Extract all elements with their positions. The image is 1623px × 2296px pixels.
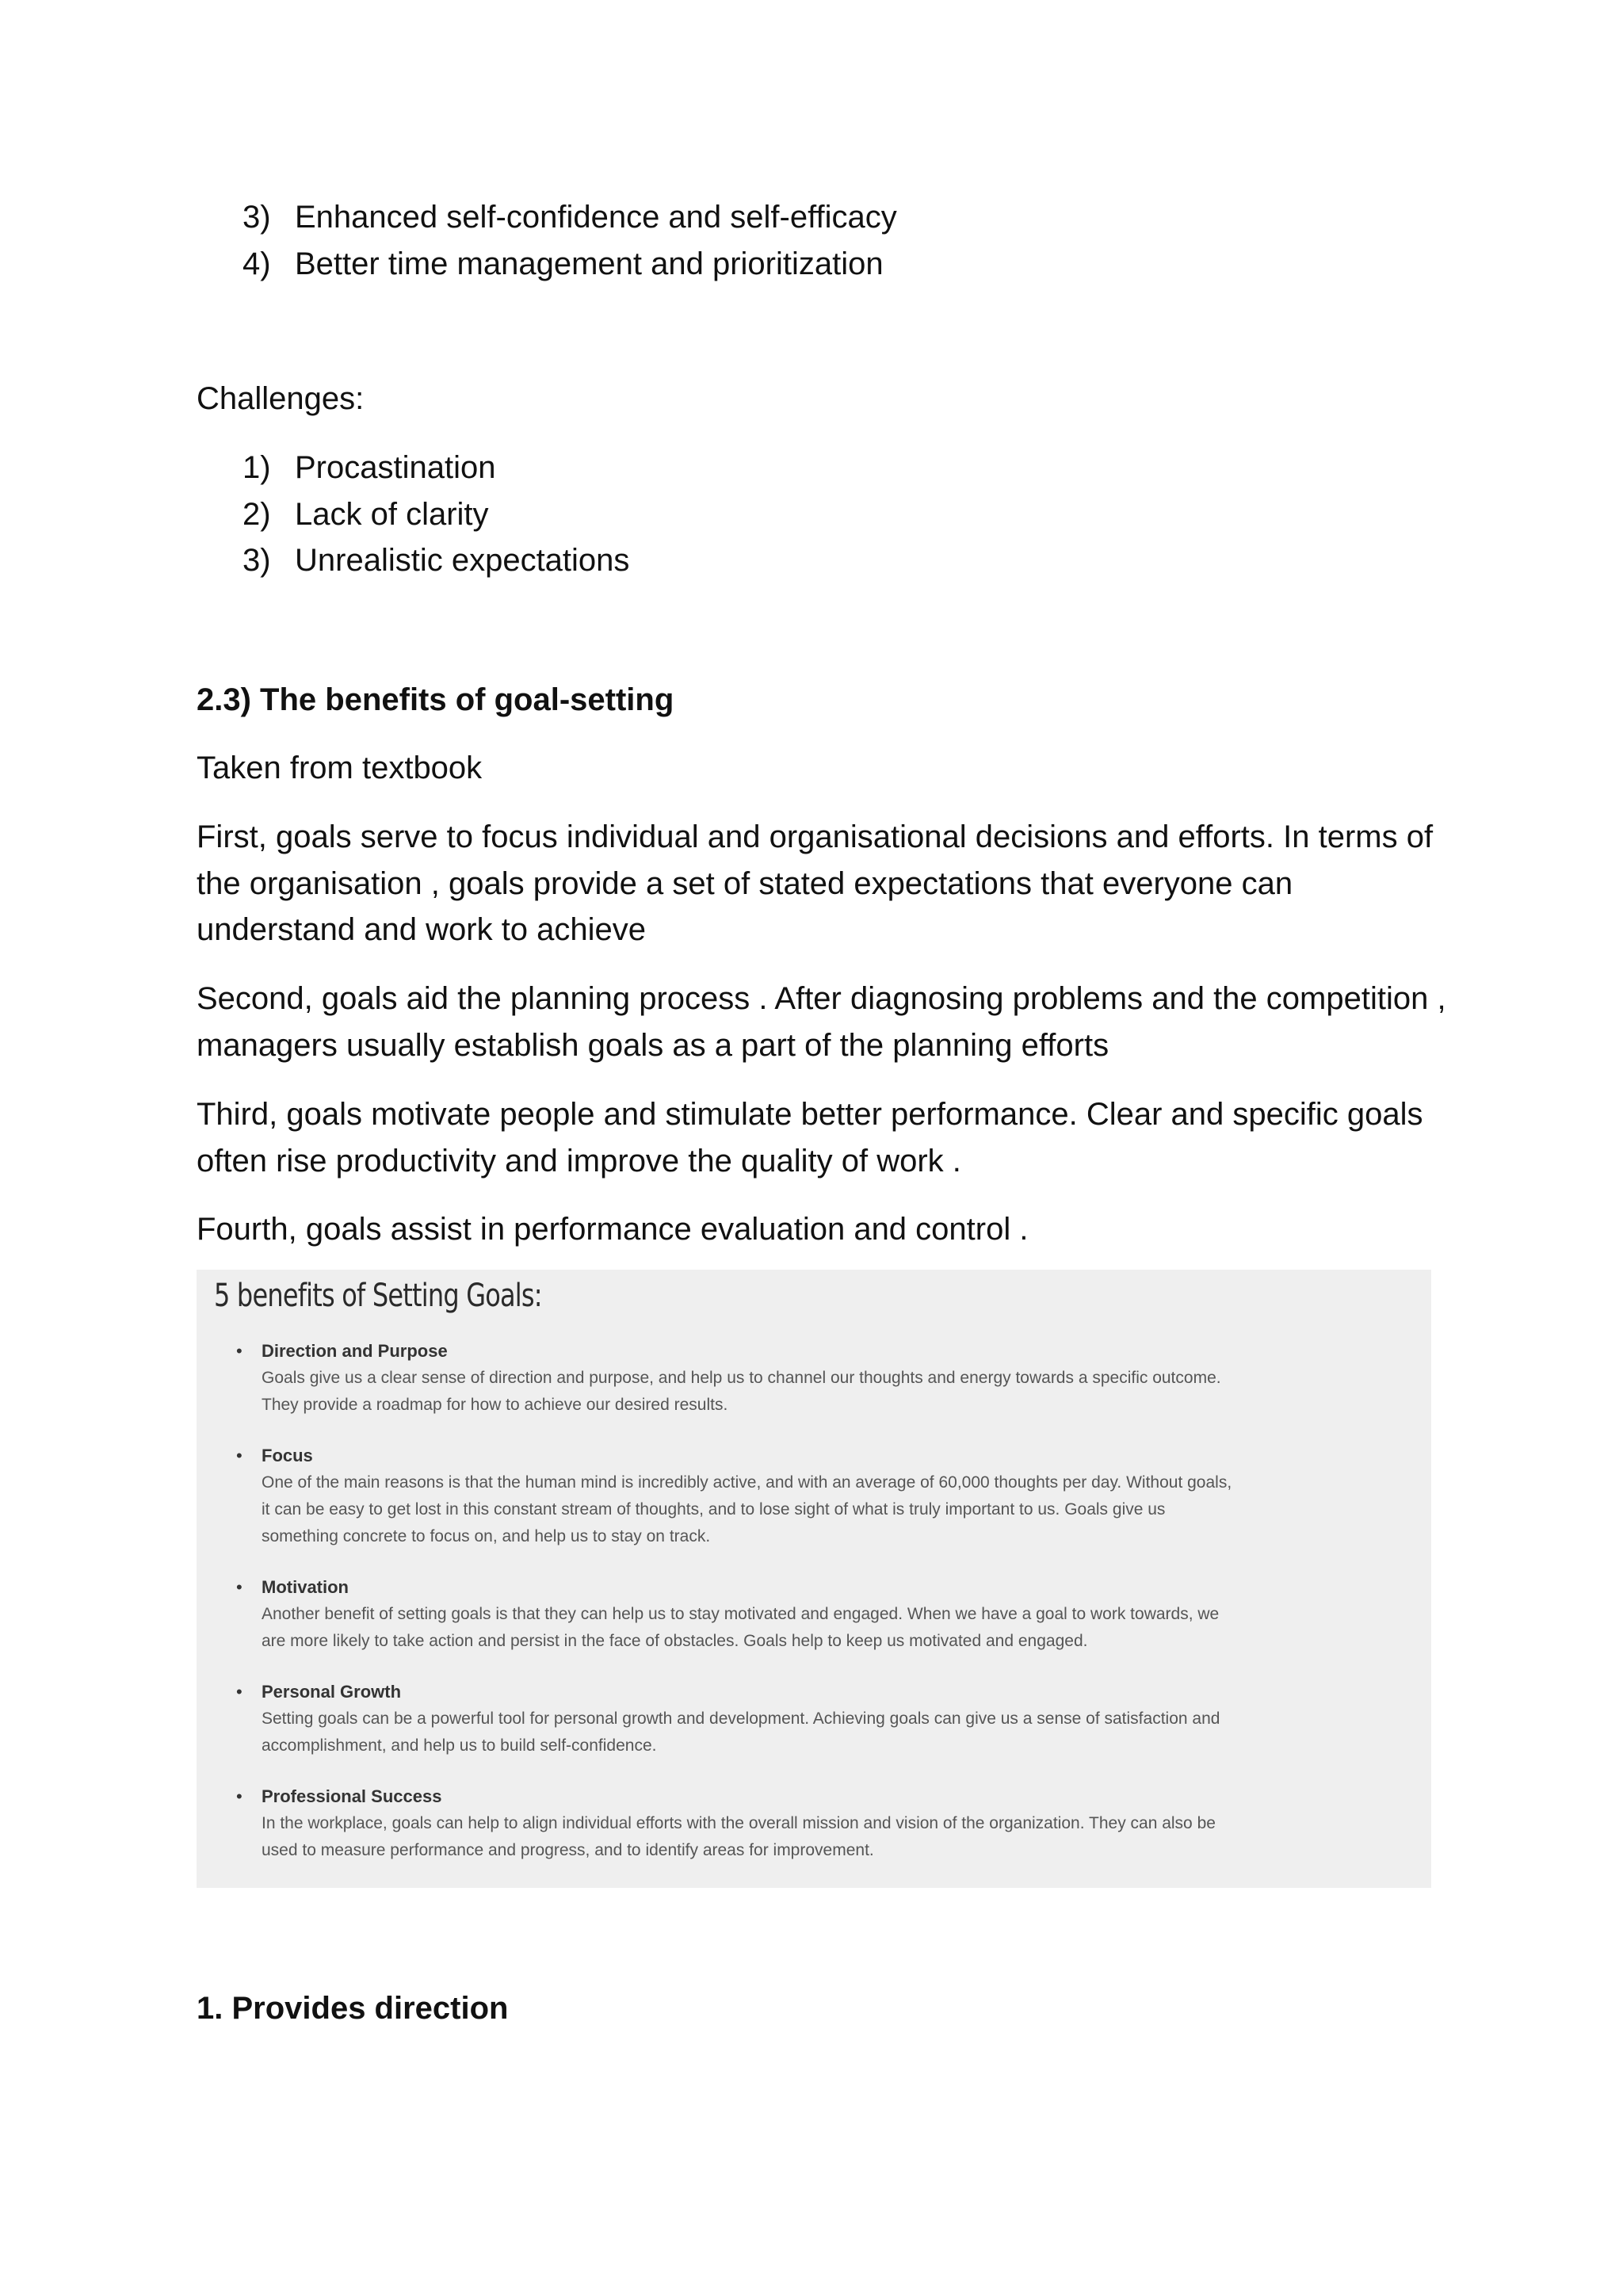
list-number: 3)	[242, 200, 271, 235]
source-note: Taken from textbook	[197, 751, 483, 785]
list-item	[242, 194, 897, 241]
benefit-line: In the workplace, goals can help to align individual efforts with the overall mission and vision of the organization. They can also be	[262, 1814, 1216, 1832]
paragraph-second: Second, goals aid the planning process . After diagnosing problems and the competition , managers usually establish goals as a part of the planning efforts	[197, 981, 1446, 1063]
paragraph-third: Third, goals motivate people and stimulate better performance. Clear and specific goals often rise productivity and improve the quality of work .	[197, 1097, 1423, 1179]
list-text: Lack of clarity	[295, 496, 489, 532]
benefit-line: Goals give us a clear sense of direction and purpose, and help us to channel our thoughts and energy towards a specific outcome.	[262, 1369, 1221, 1387]
list-item	[242, 445, 629, 491]
benefit-line: Setting goals can be a powerful tool for personal growth and development. Achieving goals can give us a sense of satisfaction and	[262, 1710, 1220, 1728]
list-item	[242, 491, 629, 538]
benefit-line: One of the main reasons is that the human mind is incredibly active, and with an average of 60,000 thoughts per day. Without goals,	[262, 1473, 1232, 1492]
bullet-icon: •	[236, 1786, 242, 1806]
subheading-provides-direction: 1. Provides direction	[197, 1991, 509, 2026]
benefits-screenshot	[197, 1270, 1431, 1888]
bullet-icon: •	[236, 1682, 242, 1702]
benefit-title: Motivation	[262, 1577, 349, 1597]
section-heading: 2.3) The benefits of goal-setting	[197, 682, 674, 717]
benefit-line: accomplishment, and help us to build self-confidence.	[262, 1736, 657, 1755]
list-number: 1)	[242, 450, 271, 485]
list-text: Procastination	[295, 450, 496, 485]
bullet-icon: •	[236, 1577, 242, 1597]
bullet-icon: •	[236, 1341, 242, 1361]
list-number: 2)	[242, 496, 271, 532]
challenges-list	[242, 445, 629, 584]
benefit-item	[236, 1574, 1385, 1655]
benefit-title: Personal Growth	[262, 1682, 402, 1702]
paragraph-fourth: Fourth, goals assist in performance evaluation and control .	[197, 1212, 1029, 1247]
benefit-title: Professional Success	[262, 1786, 442, 1806]
benefit-line: it can be easy to get lost in this constant stream of thoughts, and to lose sight of what is truly important to us. Goals give us	[262, 1500, 1166, 1519]
list-text: Unrealistic expectations	[295, 543, 630, 578]
benefit-item	[236, 1442, 1385, 1550]
benefits-title: 5 benefits of Setting Goals:	[214, 1278, 542, 1314]
benefit-line: Another benefit of setting goals is that they can help us to stay motivated and engaged. When we have a goal to work towards, we	[262, 1605, 1220, 1623]
benefits-list	[236, 1338, 1385, 1888]
list-number: 3)	[242, 543, 271, 578]
challenges-label: Challenges:	[197, 381, 365, 416]
benefit-line: They provide a roadmap for how to achieve our desired results.	[262, 1396, 728, 1414]
list-item	[242, 241, 897, 288]
benefit-item	[236, 1783, 1385, 1864]
benefit-line: are more likely to take action and persist in the face of obstacles. Goals help to keep us motivated and engaged.	[262, 1632, 1088, 1650]
benefit-line: something concrete to focus on, and help us to stay on track.	[262, 1527, 711, 1545]
list-number: 4)	[242, 246, 271, 281]
benefit-title: Direction and Purpose	[262, 1341, 448, 1361]
list-item	[242, 537, 629, 584]
list-text: Better time management and prioritization	[295, 246, 884, 281]
benefits-list-continued	[242, 194, 897, 287]
bullet-icon: •	[236, 1446, 242, 1465]
benefit-title: Focus	[262, 1446, 313, 1465]
benefit-item	[236, 1679, 1385, 1759]
benefit-line: used to measure performance and progress, and to identify areas for improvement.	[262, 1841, 874, 1859]
list-text: Enhanced self-confidence and self-efficacy	[295, 200, 897, 235]
benefit-item	[236, 1338, 1385, 1419]
paragraph-first: First, goals serve to focus individual and organisational decisions and efforts. In terms of the organisation , goals provide a set of stated expectations that everyone can understand and work to achieve	[197, 819, 1434, 947]
